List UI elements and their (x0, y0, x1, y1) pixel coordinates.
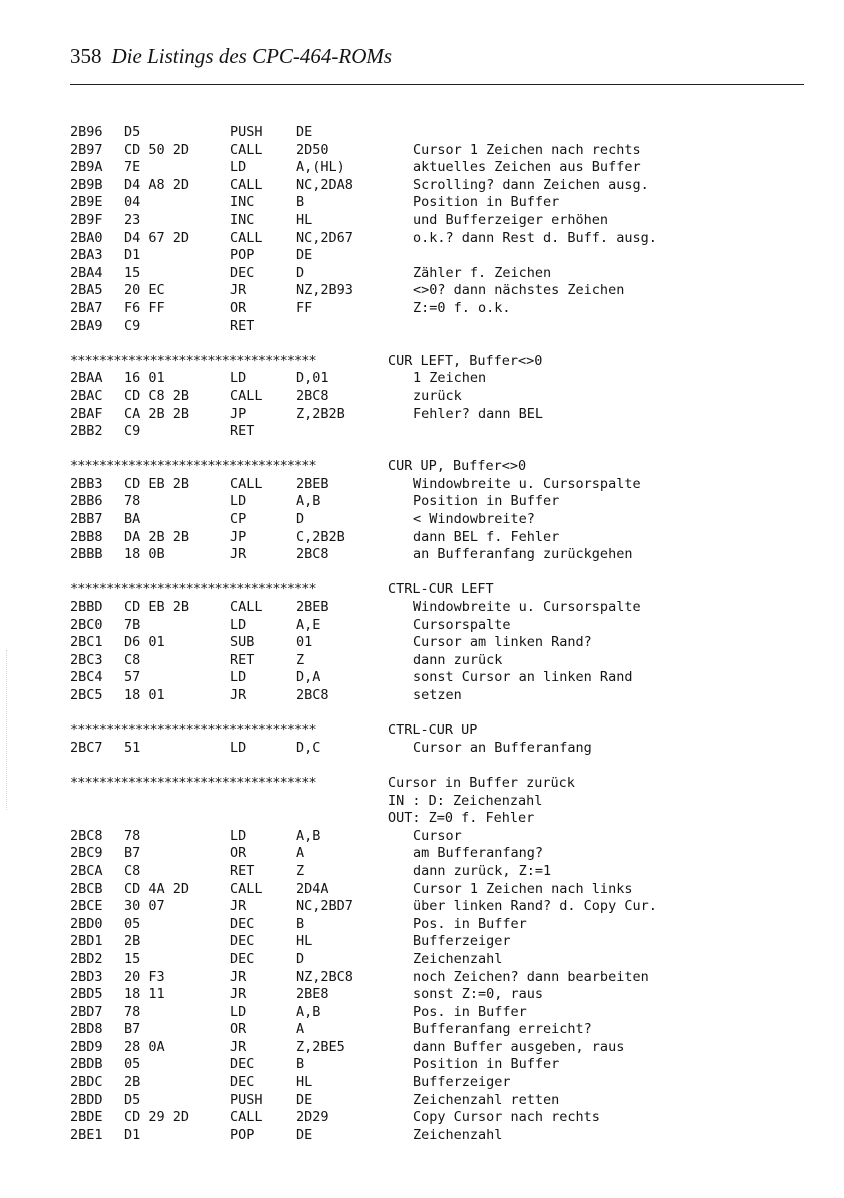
opcode-bytes: CD C8 2B (124, 387, 190, 404)
operand: Z,2B2B (296, 405, 345, 422)
address: 2B97 (70, 141, 103, 158)
mnemonic: CALL (230, 141, 263, 158)
mnemonic: CALL (230, 229, 263, 246)
mnemonic: JP (230, 528, 247, 545)
address: 2BC5 (70, 687, 103, 703)
operand: D (296, 511, 305, 528)
opcode-bytes: 78 (124, 827, 141, 844)
opcode-bytes: 78 (124, 493, 141, 510)
operand: Z (296, 651, 305, 668)
opcode-bytes: C9 (124, 317, 141, 334)
mnemonic: LD (230, 493, 247, 510)
operand: B (296, 915, 305, 932)
separator-stars: ********************************** (70, 581, 316, 598)
operand: FF (296, 299, 313, 316)
address: 2BB3 (70, 475, 103, 492)
address: 2BE1 (70, 1126, 103, 1143)
opcode-bytes: 05 (124, 915, 141, 932)
operand: DE (296, 247, 313, 264)
opcode-bytes: 16 01 (124, 370, 165, 387)
operand: D (296, 264, 305, 281)
comment: Z:=0 f. o.k. (413, 299, 511, 316)
comment: Bufferzeiger (413, 1074, 511, 1091)
operand: D,01 (296, 370, 329, 387)
address: 2B9A (70, 159, 103, 176)
comment: dann zurück (413, 651, 503, 668)
operand: A,B (296, 827, 321, 844)
address: 2BB8 (70, 528, 103, 545)
operand: NC,2BD7 (296, 898, 353, 915)
comment: Pos. in Buffer (413, 1003, 527, 1020)
mnemonic: PUSH (230, 124, 263, 140)
opcode-bytes: DA 2B 2B (124, 528, 190, 545)
comment: Position in Buffer (413, 493, 560, 510)
operand: B (296, 194, 305, 211)
mnemonic: OR (230, 845, 247, 862)
mnemonic: PUSH (230, 1091, 263, 1108)
mnemonic: RET (230, 651, 255, 668)
comment: Scrolling? dann Zeichen ausg. (413, 176, 649, 193)
address: 2BD8 (70, 1021, 103, 1038)
operand: A,(HL) (296, 159, 345, 176)
separator-stars: ********************************** (70, 352, 316, 369)
comment: Bufferanfang erreicht? (413, 1021, 592, 1038)
operand: HL (296, 1074, 313, 1091)
opcode-bytes: CD EB 2B (124, 475, 190, 492)
comment: Cursor an Bufferanfang (413, 739, 592, 756)
operand: 2BE8 (296, 986, 329, 1003)
separator-stars: ********************************** (70, 458, 316, 475)
mnemonic: LD (230, 827, 247, 844)
address: 2BDE (70, 1109, 103, 1126)
address: 2BC4 (70, 669, 103, 686)
opcode-bytes: 7B (124, 616, 141, 633)
operand: 2BC8 (296, 546, 329, 563)
comment: Zähler f. Zeichen (413, 264, 552, 281)
opcode-bytes: D4 67 2D (124, 229, 190, 246)
comment: am Bufferanfang? (413, 845, 544, 862)
mnemonic: JR (230, 898, 247, 915)
mnemonic: LD (230, 159, 247, 176)
mnemonic: CALL (230, 1109, 263, 1126)
section-title: CUR LEFT, Buffer<>0 (388, 352, 543, 369)
mnemonic: JR (230, 546, 247, 563)
opcode-bytes: D5 (124, 124, 141, 140)
operand: A (296, 1021, 305, 1038)
opcode-bytes: BA (124, 511, 141, 528)
operand: 2BC8 (296, 687, 329, 703)
operand: 01 (296, 634, 313, 651)
opcode-bytes: 57 (124, 669, 141, 686)
opcode-bytes: C9 (124, 423, 141, 440)
separator-stars: ********************************** (70, 774, 316, 791)
opcode-bytes: CD 4A 2D (124, 880, 190, 897)
address: 2BC3 (70, 651, 103, 668)
address: 2BA3 (70, 247, 103, 264)
comment: aktuelles Zeichen aus Buffer (413, 159, 641, 176)
comment: Zeichenzahl retten (413, 1091, 560, 1108)
mnemonic: DEC (230, 950, 255, 967)
opcode-bytes: D5 (124, 1091, 141, 1108)
opcode-bytes: 15 (124, 264, 141, 281)
opcode-bytes: D4 A8 2D (124, 176, 190, 193)
comment: Pos. in Buffer (413, 915, 527, 932)
opcode-bytes: 7E (124, 159, 141, 176)
opcode-bytes: F6 FF (124, 299, 165, 316)
comment: über linken Rand? d. Copy Cur. (413, 898, 657, 915)
address: 2BAA (70, 370, 103, 387)
mnemonic: SUB (230, 634, 255, 651)
section-title: CTRL-CUR UP (388, 722, 478, 739)
mnemonic: JR (230, 1038, 247, 1055)
page-header (70, 44, 392, 69)
operand: NZ,2B93 (296, 282, 353, 299)
address: 2BAF (70, 405, 103, 422)
mnemonic: RET (230, 423, 255, 440)
operand: 2D50 (296, 141, 329, 158)
mnemonic: DEC (230, 933, 255, 950)
operand: 2BC8 (296, 387, 329, 404)
operand: A,B (296, 1003, 321, 1020)
opcode-bytes: B7 (124, 845, 141, 862)
address: 2BCB (70, 880, 103, 897)
mnemonic: LD (230, 669, 247, 686)
comment: Windowbreite u. Cursorspalte (413, 599, 641, 616)
mnemonic: DEC (230, 1074, 255, 1091)
section-title: CTRL-CUR LEFT (388, 581, 494, 598)
opcode-bytes: 18 11 (124, 986, 165, 1003)
address: 2B9F (70, 211, 103, 228)
comment: dann BEL f. Fehler (413, 528, 560, 545)
operand: NC,2D67 (296, 229, 353, 246)
mnemonic: OR (230, 299, 247, 316)
opcode-bytes: 15 (124, 950, 141, 967)
mnemonic: DEC (230, 264, 255, 281)
page-title: Die Listings des CPC-464-ROMs (111, 44, 393, 68)
operand: A (296, 845, 305, 862)
mnemonic: RET (230, 862, 255, 879)
operand: NZ,2BC8 (296, 968, 353, 985)
mnemonic: JR (230, 986, 247, 1003)
opcode-bytes: 20 EC (124, 282, 165, 299)
address: 2BC7 (70, 739, 103, 756)
operand: HL (296, 933, 313, 950)
address: 2BD1 (70, 933, 103, 950)
opcode-bytes: 51 (124, 739, 141, 756)
address: 2BD9 (70, 1038, 103, 1055)
address: 2BCE (70, 898, 103, 915)
address: 2BDB (70, 1056, 103, 1073)
operand: C,2B2B (296, 528, 345, 545)
mnemonic: LD (230, 616, 247, 633)
comment: dann Buffer ausgeben, raus (413, 1038, 625, 1055)
address: 2BB6 (70, 493, 103, 510)
comment: zurück (413, 387, 462, 404)
operand: A,B (296, 493, 321, 510)
opcode-bytes: 04 (124, 194, 141, 211)
opcode-bytes: D1 (124, 247, 141, 264)
comment: Cursorspalte (413, 616, 511, 633)
comment: <>0? dann nächstes Zeichen (413, 282, 625, 299)
comment: Zeichenzahl (413, 950, 503, 967)
mnemonic: INC (230, 194, 255, 211)
mnemonic: CALL (230, 176, 263, 193)
operand: 2D29 (296, 1109, 329, 1126)
address: 2BB2 (70, 423, 103, 440)
opcode-bytes: 18 0B (124, 546, 165, 563)
address: 2BD3 (70, 968, 103, 985)
margin-mark (6, 650, 8, 810)
mnemonic: LD (230, 1003, 247, 1020)
opcode-bytes: 18 01 (124, 687, 165, 703)
operand: D (296, 950, 305, 967)
comment: an Bufferanfang zurückgehen (413, 546, 633, 563)
comment: Position in Buffer (413, 194, 560, 211)
opcode-bytes: CD EB 2B (124, 599, 190, 616)
mnemonic: LD (230, 739, 247, 756)
comment: noch Zeichen? dann bearbeiten (413, 968, 649, 985)
mnemonic: JR (230, 282, 247, 299)
opcode-bytes: D6 01 (124, 634, 165, 651)
address: 2BC8 (70, 827, 103, 844)
address: 2B9E (70, 194, 103, 211)
operand: 2BEB (296, 599, 329, 616)
mnemonic: LD (230, 370, 247, 387)
operand: B (296, 1056, 305, 1073)
operand: D,C (296, 739, 321, 756)
address: 2BDD (70, 1091, 103, 1108)
address: 2BBD (70, 599, 103, 616)
operand: DE (296, 124, 313, 140)
mnemonic: CP (230, 511, 247, 528)
comment: Copy Cursor nach rechts (413, 1109, 600, 1126)
opcode-bytes: 28 0A (124, 1038, 165, 1055)
address: 2BAC (70, 387, 103, 404)
address: 2B96 (70, 124, 103, 140)
comment: sonst Cursor an linken Rand (413, 669, 633, 686)
address: 2BD7 (70, 1003, 103, 1020)
mnemonic: RET (230, 317, 255, 334)
address: 2BDC (70, 1074, 103, 1091)
address: 2BC0 (70, 616, 103, 633)
comment: setzen (413, 687, 462, 703)
mnemonic: OR (230, 1021, 247, 1038)
address: 2BA0 (70, 229, 103, 246)
opcode-bytes: C8 (124, 862, 141, 879)
comment: und Bufferzeiger erhöhen (413, 211, 609, 228)
opcode-bytes: CA 2B 2B (124, 405, 190, 422)
address: 2BB7 (70, 511, 103, 528)
address: 2BA5 (70, 282, 103, 299)
operand: DE (296, 1091, 313, 1108)
opcode-bytes: 05 (124, 1056, 141, 1073)
comment: Cursor am linken Rand? (413, 634, 592, 651)
mnemonic: CALL (230, 599, 263, 616)
comment: o.k.? dann Rest d. Buff. ausg. (413, 229, 657, 246)
comment: 1 Zeichen (413, 370, 487, 387)
page-number: 358 (70, 44, 102, 68)
separator-stars: ********************************** (70, 722, 316, 739)
mnemonic: CALL (230, 387, 263, 404)
section-subtitle: OUT: Z=0 f. Fehler (388, 810, 535, 827)
address: 2BA9 (70, 317, 103, 334)
header-rule (70, 84, 804, 85)
opcode-bytes: 23 (124, 211, 141, 228)
comment: Cursor (413, 827, 462, 844)
comment: Windowbreite u. Cursorspalte (413, 475, 641, 492)
section-title: Cursor in Buffer zurück (388, 774, 575, 791)
opcode-bytes: D1 (124, 1126, 141, 1143)
address: 2BCA (70, 862, 103, 879)
opcode-bytes: 78 (124, 1003, 141, 1020)
operand: 2D4A (296, 880, 329, 897)
address: 2BA4 (70, 264, 103, 281)
mnemonic: CALL (230, 880, 263, 897)
opcode-bytes: 20 F3 (124, 968, 165, 985)
opcode-bytes: CD 29 2D (124, 1109, 190, 1126)
opcode-bytes: 2B (124, 933, 141, 950)
operand: 2BEB (296, 475, 329, 492)
mnemonic: POP (230, 1126, 255, 1143)
mnemonic: JR (230, 968, 247, 985)
operand: Z,2BE5 (296, 1038, 345, 1055)
address: 2BD0 (70, 915, 103, 932)
comment: Cursor 1 Zeichen nach rechts (413, 141, 641, 158)
section-subtitle: IN : D: Zeichenzahl (388, 792, 543, 809)
address: 2BD2 (70, 950, 103, 967)
mnemonic: POP (230, 247, 255, 264)
comment: Bufferzeiger (413, 933, 511, 950)
opcode-bytes: 2B (124, 1074, 141, 1091)
address: 2BBB (70, 546, 103, 563)
opcode-bytes: CD 50 2D (124, 141, 190, 158)
operand: Z (296, 862, 305, 879)
opcode-bytes: B7 (124, 1021, 141, 1038)
mnemonic: INC (230, 211, 255, 228)
address: 2BD5 (70, 986, 103, 1003)
address: 2BC1 (70, 634, 103, 651)
comment: < Windowbreite? (413, 511, 535, 528)
address: 2B9B (70, 176, 103, 193)
comment: sonst Z:=0, raus (413, 986, 544, 1003)
opcode-bytes: 30 07 (124, 898, 165, 915)
operand: NC,2DA8 (296, 176, 353, 193)
mnemonic: JP (230, 405, 247, 422)
opcode-bytes: C8 (124, 651, 141, 668)
comment: Position in Buffer (413, 1056, 560, 1073)
address: 2BC9 (70, 845, 103, 862)
mnemonic: DEC (230, 915, 255, 932)
mnemonic: JR (230, 687, 247, 703)
mnemonic: CALL (230, 475, 263, 492)
comment: Zeichenzahl (413, 1126, 503, 1143)
mnemonic: DEC (230, 1056, 255, 1073)
operand: HL (296, 211, 313, 228)
comment: Fehler? dann BEL (413, 405, 544, 422)
comment: Cursor 1 Zeichen nach links (413, 880, 633, 897)
address: 2BA7 (70, 299, 103, 316)
operand: D,A (296, 669, 321, 686)
operand: DE (296, 1126, 313, 1143)
operand: A,E (296, 616, 321, 633)
comment: dann zurück, Z:=1 (413, 862, 552, 879)
section-title: CUR UP, Buffer<>0 (388, 458, 527, 475)
